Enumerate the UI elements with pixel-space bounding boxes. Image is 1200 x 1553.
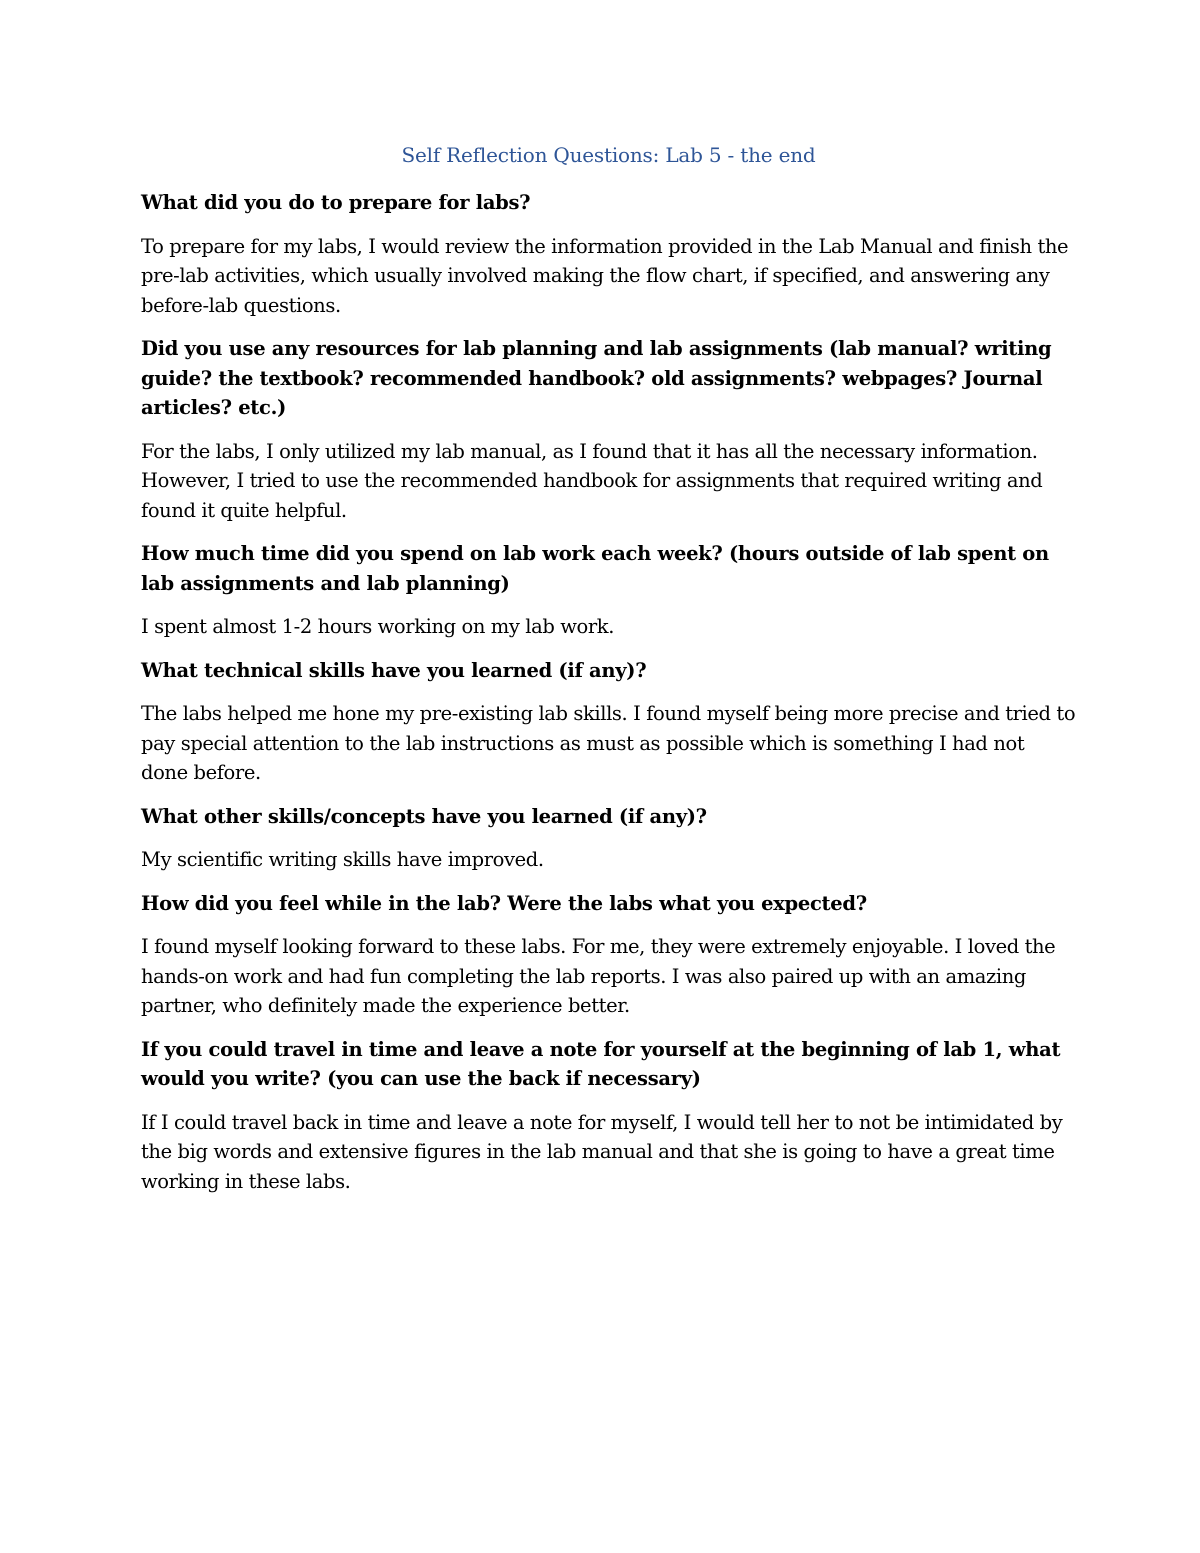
question-2: Did you use any resources for lab planning and lab assignments (lab manual? writing guide? the textbook? recommended handbook? old assignments? webpages? Journal articles? etc.) (141, 337, 1052, 419)
answer-3: I spent almost 1-2 hours working on my lab work. (141, 615, 615, 638)
answer-5: My scientific writing skills have improved. (141, 848, 544, 871)
question-3: How much time did you spend on lab work each week? (hours outside of lab spent on lab assignments and lab planning) (141, 542, 1049, 595)
question-5: What other skills/concepts have you learned (if any)? (141, 804, 707, 828)
answer-1: To prepare for my labs, I would review the information provided in the Lab Manual and finish the pre-lab activities, which usually involved making the flow chart, if specified, and answering any before-lab questions. (141, 234, 1069, 317)
section-5 (141, 802, 1076, 875)
section-1 (141, 188, 1076, 320)
section-2 (141, 334, 1076, 525)
answer-7: If I could travel back in time and leave a note for myself, I would tell her to not be intimidated by the big words and extensive figures in the lab manual and that she is going to have a great time working in these labs. (141, 1110, 1063, 1193)
answer-2: For the labs, I only utilized my lab manual, as I found that it has all the necessary information. However, I tried to use the recommended handbook for assignments that required writing and found it quite helpful. (141, 439, 1043, 522)
section-4 (141, 656, 1076, 788)
section-6 (141, 889, 1076, 1021)
question-7: If you could travel in time and leave a note for yourself at the beginning of lab 1, what would you write? (you can use the back if necessary) (141, 1037, 1061, 1090)
question-1: What did you do to prepare for labs? (141, 191, 531, 214)
question-6: How did you feel while in the lab? Were the labs what you expected? (141, 891, 867, 915)
section-3 (141, 539, 1076, 642)
answer-4: The labs helped me hone my pre-existing lab skills. I found myself being more precise and tried to pay special attention to the lab instructions as must as possible which is something I had not done before. (141, 702, 1076, 784)
question-4: What technical skills have you learned (if any)? (141, 658, 647, 682)
document-title: Self Reflection Questions: Lab 5 - the end (401, 143, 816, 167)
answer-6: I found myself looking forward to these labs. For me, they were extremely enjoyable. I loved the hands-on work and had fun completing the lab reports. I was also paired up with an amazing partner, who definitely made the experience better. (141, 935, 1056, 1017)
document-page (141, 140, 1076, 1210)
section-7 (141, 1035, 1076, 1197)
